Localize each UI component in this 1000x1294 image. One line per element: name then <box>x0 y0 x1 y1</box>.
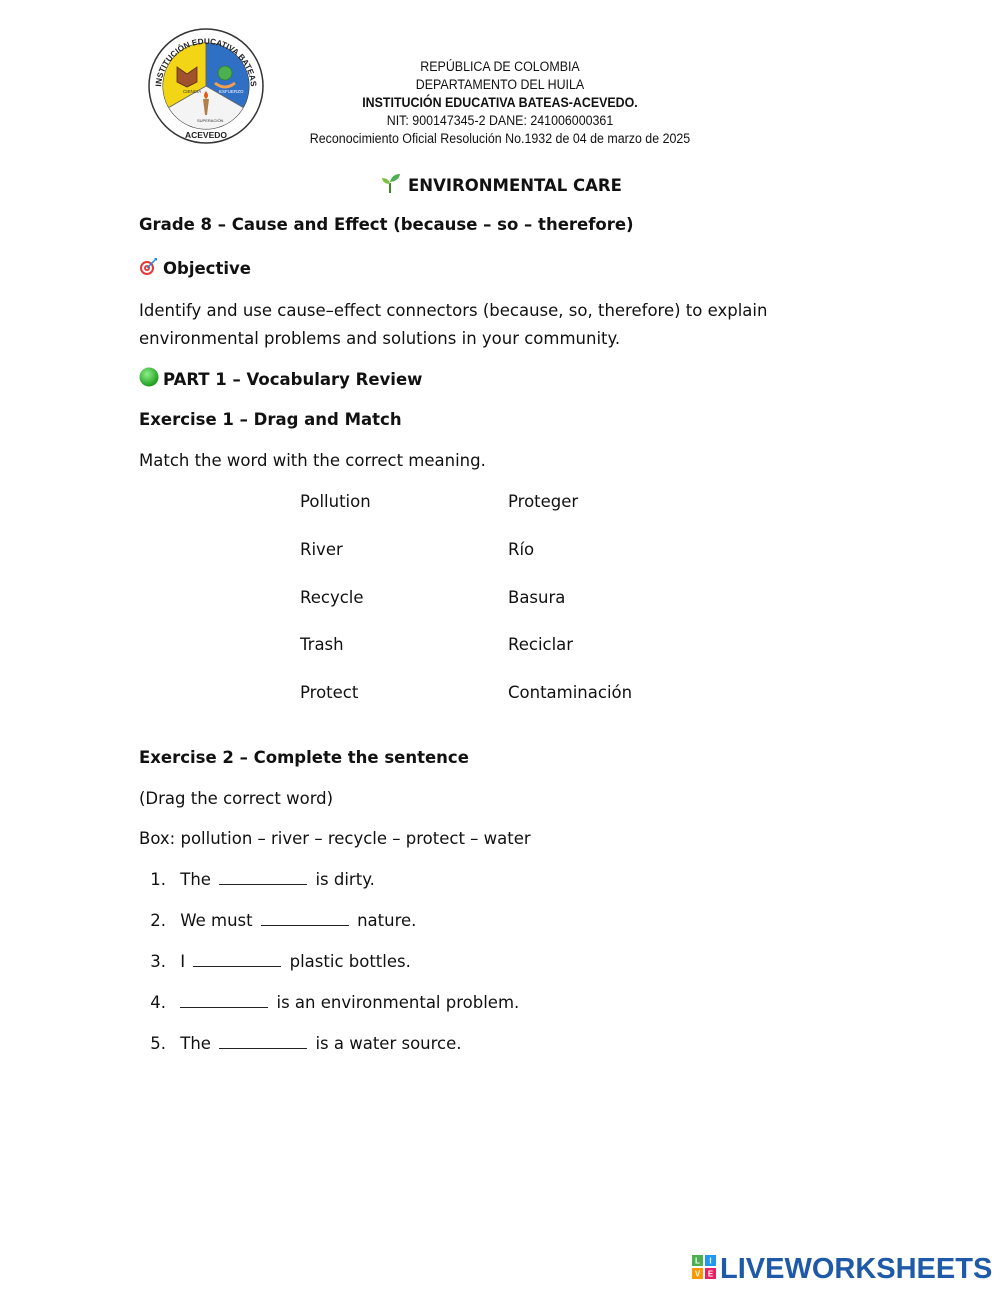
item-number: 3. <box>150 952 166 971</box>
sentence-before: We must <box>180 911 253 930</box>
match-meaning[interactable]: Río <box>508 540 535 559</box>
sentence-before: The <box>180 1034 211 1053</box>
sentence-item <box>146 870 375 889</box>
logo-section-superacion: SUPERACIÓN <box>197 118 224 123</box>
mark-letter: I <box>709 1256 712 1266</box>
sentence-after: plastic bottles. <box>289 952 411 971</box>
objective-line-2: environmental problems and solutions in your community. <box>139 329 621 348</box>
item-number: 2. <box>150 911 166 930</box>
institution-name: INSTITUCIÓN EDUCATIVA BATEAS-ACEVEDO. <box>362 95 638 110</box>
sentence-before: I <box>180 952 186 971</box>
green-circle-icon <box>139 367 159 391</box>
mark-letter: E <box>707 1269 714 1279</box>
logo-ring-bottom-text: ACEVEDO <box>184 130 228 140</box>
logo-section-esfuerzo: ESFUERZO <box>219 89 244 94</box>
liveworksheets-logo <box>692 1253 992 1285</box>
recognition-line: Reconocimiento Oficial Resolución No.1932 de 04 de marzo de 2025 <box>309 131 691 146</box>
mark-letter: L <box>695 1256 700 1266</box>
page-title-text: ENVIRONMENTAL CARE <box>408 175 622 195</box>
blank-drop-zone[interactable] <box>219 870 307 885</box>
grade-subtitle: Grade 8 – Cause and Effect (because – so – therefore) <box>139 215 634 234</box>
match-meaning[interactable]: Contaminación <box>508 683 633 702</box>
match-word[interactable]: Pollution <box>300 492 371 511</box>
exercise1-heading: Exercise 1 – Drag and Match <box>139 410 402 429</box>
sentence-item <box>146 993 519 1012</box>
item-number: 1. <box>150 870 166 889</box>
match-meaning[interactable]: Basura <box>508 588 566 607</box>
liveworksheets-mark-icon <box>692 1255 716 1283</box>
match-meaning[interactable]: Reciclar <box>508 635 574 654</box>
objective-text <box>139 297 839 353</box>
country-line: REPÚBLICA DE COLOMBIA <box>420 59 580 74</box>
blank-drop-zone[interactable] <box>180 993 268 1008</box>
sentence-after: is a water source. <box>315 1034 462 1053</box>
objective-line-1: Identify and use cause–effect connectors (because, so, therefore) to explain <box>139 301 768 320</box>
logo-section-ciencia: CIENCIA <box>183 89 202 94</box>
exercise2-instruction: (Drag the correct word) <box>139 789 334 808</box>
match-word[interactable]: River <box>300 540 343 559</box>
page-title <box>380 172 622 198</box>
target-icon <box>139 257 158 280</box>
sentence-before: The <box>180 870 211 889</box>
part1-heading <box>139 367 422 391</box>
sentence-after: is an environmental problem. <box>276 993 520 1012</box>
match-word[interactable]: Protect <box>300 683 359 702</box>
item-number: 4. <box>150 993 166 1012</box>
exercise2-heading: Exercise 2 – Complete the sentence <box>139 748 469 767</box>
match-word[interactable]: Trash <box>300 635 344 654</box>
objective-heading <box>139 257 251 280</box>
nit-line: NIT: 900147345-2 DANE: 241006000361 <box>386 113 614 128</box>
item-number: 5. <box>150 1034 166 1053</box>
blank-drop-zone[interactable] <box>193 952 281 967</box>
match-meaning[interactable]: Proteger <box>508 492 579 511</box>
exercise1-instruction: Match the word with the correct meaning. <box>139 451 486 470</box>
sentence-item <box>146 1034 462 1053</box>
blank-drop-zone[interactable] <box>261 911 349 926</box>
liveworksheets-brand-text: LIVEWORKSHEETS <box>720 1253 993 1285</box>
sentence-item <box>146 911 416 930</box>
logo-ring-text: INSTITUCIÓN EDUCATIVA BATEAS <box>154 36 258 87</box>
department-line: DEPARTAMENTO DEL HUILA <box>415 77 585 92</box>
sentence-after: is dirty. <box>315 870 375 889</box>
sentence-item <box>146 952 411 971</box>
institution-header <box>270 58 730 148</box>
school-logo <box>147 27 265 145</box>
part1-heading-text: PART 1 – Vocabulary Review <box>163 369 423 389</box>
mark-letter: V <box>694 1269 701 1279</box>
sentence-after: nature. <box>357 911 417 930</box>
objective-heading-text: Objective <box>163 259 251 278</box>
seedling-icon <box>380 172 402 198</box>
match-word[interactable]: Recycle <box>300 588 364 607</box>
word-box: Box: pollution – river – recycle – protect – water <box>139 829 531 848</box>
blank-drop-zone[interactable] <box>219 1034 307 1049</box>
